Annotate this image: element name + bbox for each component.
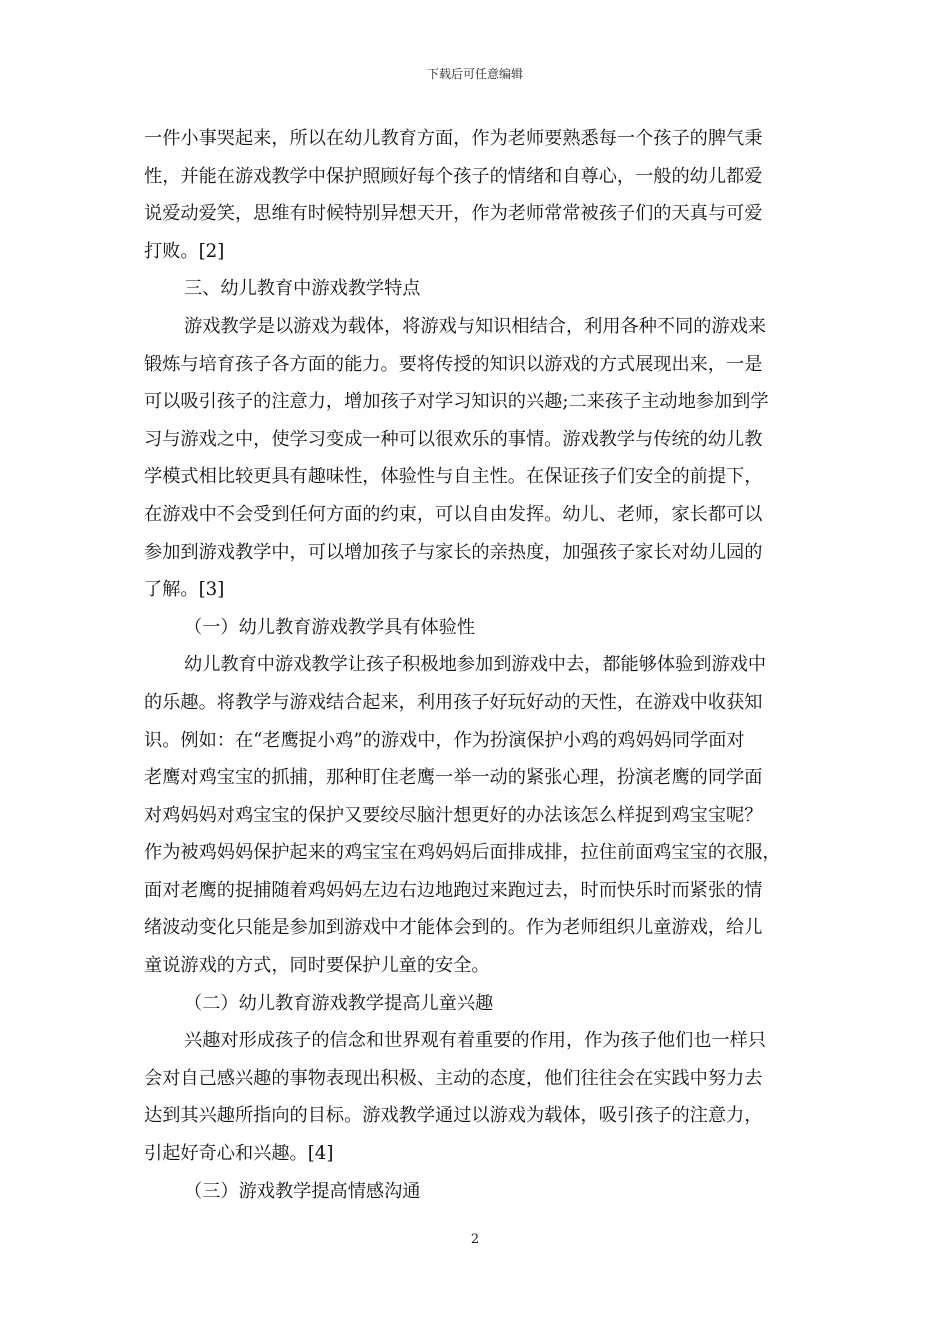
text-line: 老鹰对鸡宝宝的抓捕，那种盯住老鹰一举一动的紧张心理，扮演老鹰的同学面 xyxy=(144,767,763,789)
text-line: 引起好奇心和兴趣。[4] xyxy=(144,1143,334,1165)
document-body xyxy=(144,120,820,1210)
text-line: 说爱动爱笑，思维有时候特别异想天开，作为老师常常被孩子们的天真与可爱 xyxy=(144,203,763,225)
text-line: 游戏教学是以游戏为载体，将游戏与知识相结合，利用各种不同的游戏来 xyxy=(184,315,767,337)
text-line: 绪波动变化只能是参加到游戏中才能体会到的。作为老师组织儿童游戏，给儿 xyxy=(144,917,763,939)
text-line: 幼儿教育中游戏教学让孩子积极地参加到游戏中去，都能够体验到游戏中 xyxy=(184,654,767,676)
page-header: 下载后可任意编辑 xyxy=(426,67,523,81)
text-line: 可以吸引孩子的注意力，增加孩子对学习知识的兴趣;二来孩子主动地参加到学 xyxy=(144,391,769,413)
text-line: 习与游戏之中，使学习变成一种可以很欢乐的事情。游戏教学与传统的幼儿教 xyxy=(144,428,763,450)
text-line: 参加到游戏教学中，可以增加孩子与家长的亲热度，加强孩子家长对幼儿园的 xyxy=(144,541,763,563)
page-number: 2 xyxy=(470,1232,480,1247)
text-line: 的乐趣。将教学与游戏结合起来，利用孩子好玩好动的天性，在游戏中收获知 xyxy=(144,691,763,713)
text-line: 童说游戏的方式，同时要保护儿童的安全。 xyxy=(144,955,490,977)
text-line: 识。例如：在“老鹰捉小鸡”的游戏中，作为扮演保护小鸡的鸡妈妈同学面对 xyxy=(144,729,745,751)
text-line: 性，并能在游戏教学中保护照顾好每个孩子的情绪和自尊心，一般的幼儿都爱 xyxy=(144,165,763,187)
text-line: 在游戏中不会受到任何方面的约束，可以自由发挥。幼儿、老师，家长都可以 xyxy=(144,503,763,525)
text-line: 一件小事哭起来，所以在幼儿教育方面，作为老师要熟悉每一个孩子的脾气秉 xyxy=(144,128,763,149)
text-line: 三、幼儿教育中游戏教学特点 xyxy=(184,278,421,300)
text-line: 打败。[2] xyxy=(144,240,225,262)
text-line: 会对自己感兴趣的事物表现出积极、主动的态度，他们往往会在实践中努力去 xyxy=(144,1067,763,1089)
text-line: 达到其兴趣所指向的目标。游戏教学通过以游戏为载体，吸引孩子的注意力， xyxy=(144,1105,763,1127)
text-line: 学模式相比较更具有趣味性，体验性与自主性。在保证孩子们安全的前提下， xyxy=(144,466,763,488)
text-line: （二）幼儿教育游戏教学提高儿童兴趣 xyxy=(184,992,494,1014)
text-line: 面对老鹰的捉捕随着鸡妈妈左边右边地跑过来跑过去，时而快乐时而紧张的情 xyxy=(144,879,763,901)
text-line: 兴趣对形成孩子的信念和世界观有着重要的作用，作为孩子他们也一样只 xyxy=(184,1030,767,1052)
text-line: （一）幼儿教育游戏教学具有体验性 xyxy=(184,616,476,638)
text-line: 作为被鸡妈妈保护起来的鸡宝宝在鸡妈妈后面排成排，拉住前面鸡宝宝的衣服， xyxy=(144,842,781,864)
text-line: 对鸡妈妈对鸡宝宝的保护又要绞尽脑汁想更好的办法该怎么样捉到鸡宝宝呢？ xyxy=(144,804,763,826)
text-line: 锻炼与培育孩子各方面的能力。要将传授的知识以游戏的方式展现出来，一是 xyxy=(144,353,763,375)
text-line: 了解。[3] xyxy=(144,579,225,601)
text-line: （三）游戏教学提高情感沟通 xyxy=(184,1180,421,1202)
